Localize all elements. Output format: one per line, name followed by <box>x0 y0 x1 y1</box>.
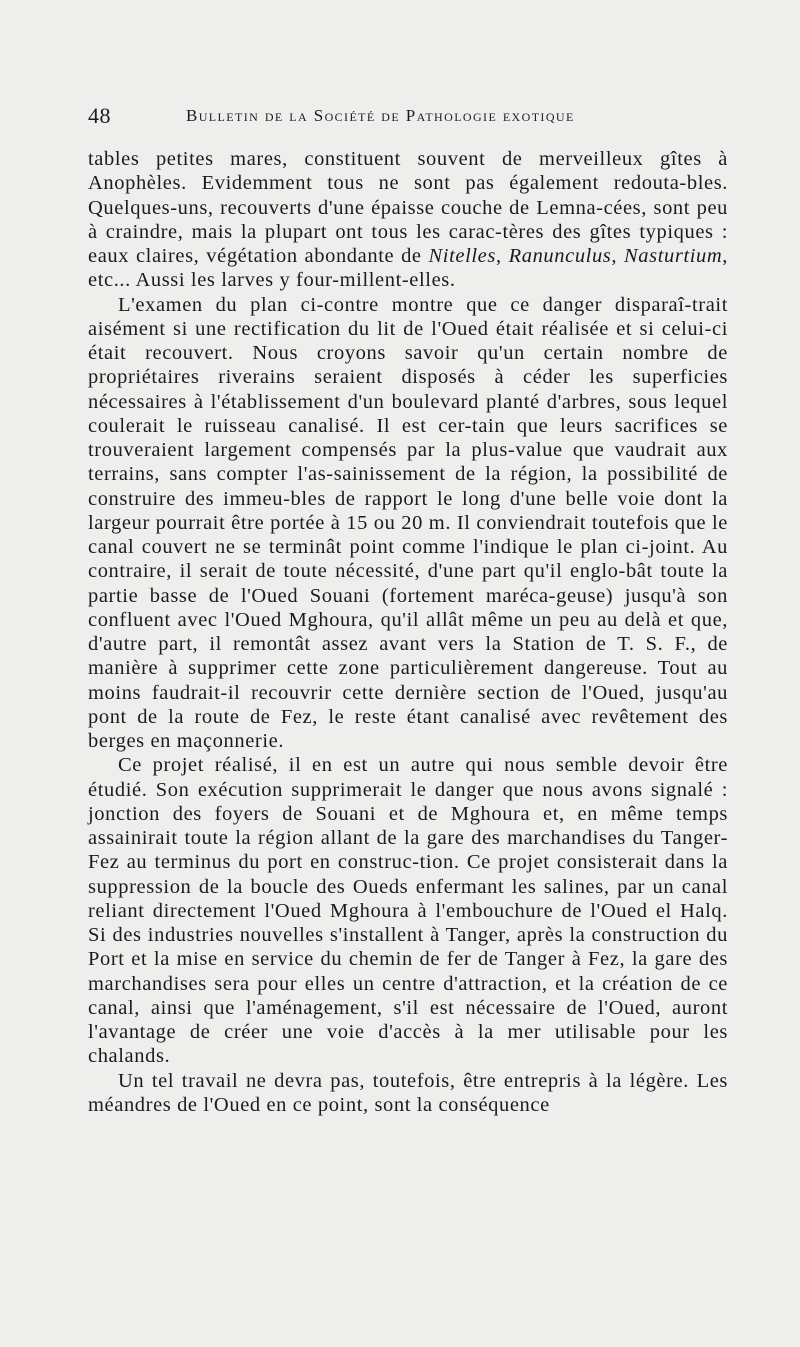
paragraph-1-sep-1: , <box>495 245 509 267</box>
paragraph-2: L'examen du plan ci-contre montre que ce danger disparaî-trait aisément si une rectification du lit de l'Oued était réalisée et si celui-ci était recouvert. Nous croyons savoir qu'un certain nombre de propriétaires riverains seraient disposés à céder les superficies nécessaires à l'établissement d'un boulevard planté d'arbres, sous lequel coulerait le ruisseau canalisé. Il est cer-tain que leurs sacrifices se trouveraient largement compensés par la plus-value que vaudrait aux terrains, sans compter l'as-sainissement de la région, la possibilité de construire des immeu-bles de rapport le long d'une belle voie dont la largeur pourrait être portée à 15 ou 20 m. Il conviendrait toutefois que le canal couvert ne se terminât point comme l'indique le plan ci-joint. Au contraire, il serait de toute nécessité, d'une part qu'il englo-bât toute la partie basse de l'Oued Souani (fortement maréca-geuse) jusqu'à son confluent avec l'Oued Mghoura, qu'il allât même un peu au delà et que, d'autre part, il remontât assez avant vers la Station de T. S. F., de manière à supprimer cette zone particulièrement dangereuse. Tout au moins faudrait-il recouvrir cette dernière section de l'Oued, jusqu'au pont de la route de Fez, le reste étant canalisé avec revêtement des berges en maçonnerie. <box>88 293 728 752</box>
paragraph-3: Ce projet réalisé, il en est un autre qui nous semble devoir être étudié. Son exécution supprimerait le danger que nous avons signalé : jonction des foyers de Souani et de Mghoura et, en même temps assainirait toute la région allant de la gare des marchandises du Tanger-Fez au terminus du port en construc-tion. Ce projet consisterait dans la suppression de la boucle des Oueds enfermant les salines, par un canal reliant directement l'Oued Mghoura à l'embouchure de l'Oued el Halq. Si des industries nouvelles s'installent à Tanger, après la construction du Port et la mise en service du chemin de fer de Tanger à Fez, la gare des marchandises sera pour elles un centre d'attraction, et la création de ce canal, ainsi que l'aménagement, s'il est nécessaire de l'Oued, auront l'avantage de créer une voie d'accès à la mer utilisable pour les chalands. <box>88 754 728 1068</box>
paragraph-1-sep-2: , <box>611 245 625 267</box>
page-number: 48 <box>88 103 111 128</box>
italic-term-nasturtium: Nasturtium <box>624 245 723 267</box>
page-header <box>88 103 736 129</box>
running-title: Bulletin de la Société de Pathologie exotique <box>186 106 575 125</box>
paragraph-1-text-b: , etc... Aussi les larves y four-millent-elles. <box>88 245 729 292</box>
italic-term-nitelles: Nitelles <box>428 245 496 267</box>
paragraph-4: Un tel travail ne devra pas, toutefois, être entrepris à la légère. Les méandres de l'Oued en ce point, sont la conséquence <box>88 1069 728 1116</box>
paragraph-1-text-a: tables petites mares, constituent souvent de merveilleux gîtes à Anophèles. Evidemment tous ne sont pas également redouta-bles. Quelques-uns, recouverts d'une épaisse couche de Lemna-cées, sont peu à craindre, mais la plupart ont tous les carac-tères des gîtes typiques : eaux claires, végétation abondante de <box>88 148 728 267</box>
italic-term-ranunculus: Ranunculus <box>508 245 612 267</box>
body-text <box>88 147 728 1117</box>
paragraph-1 <box>88 147 728 293</box>
